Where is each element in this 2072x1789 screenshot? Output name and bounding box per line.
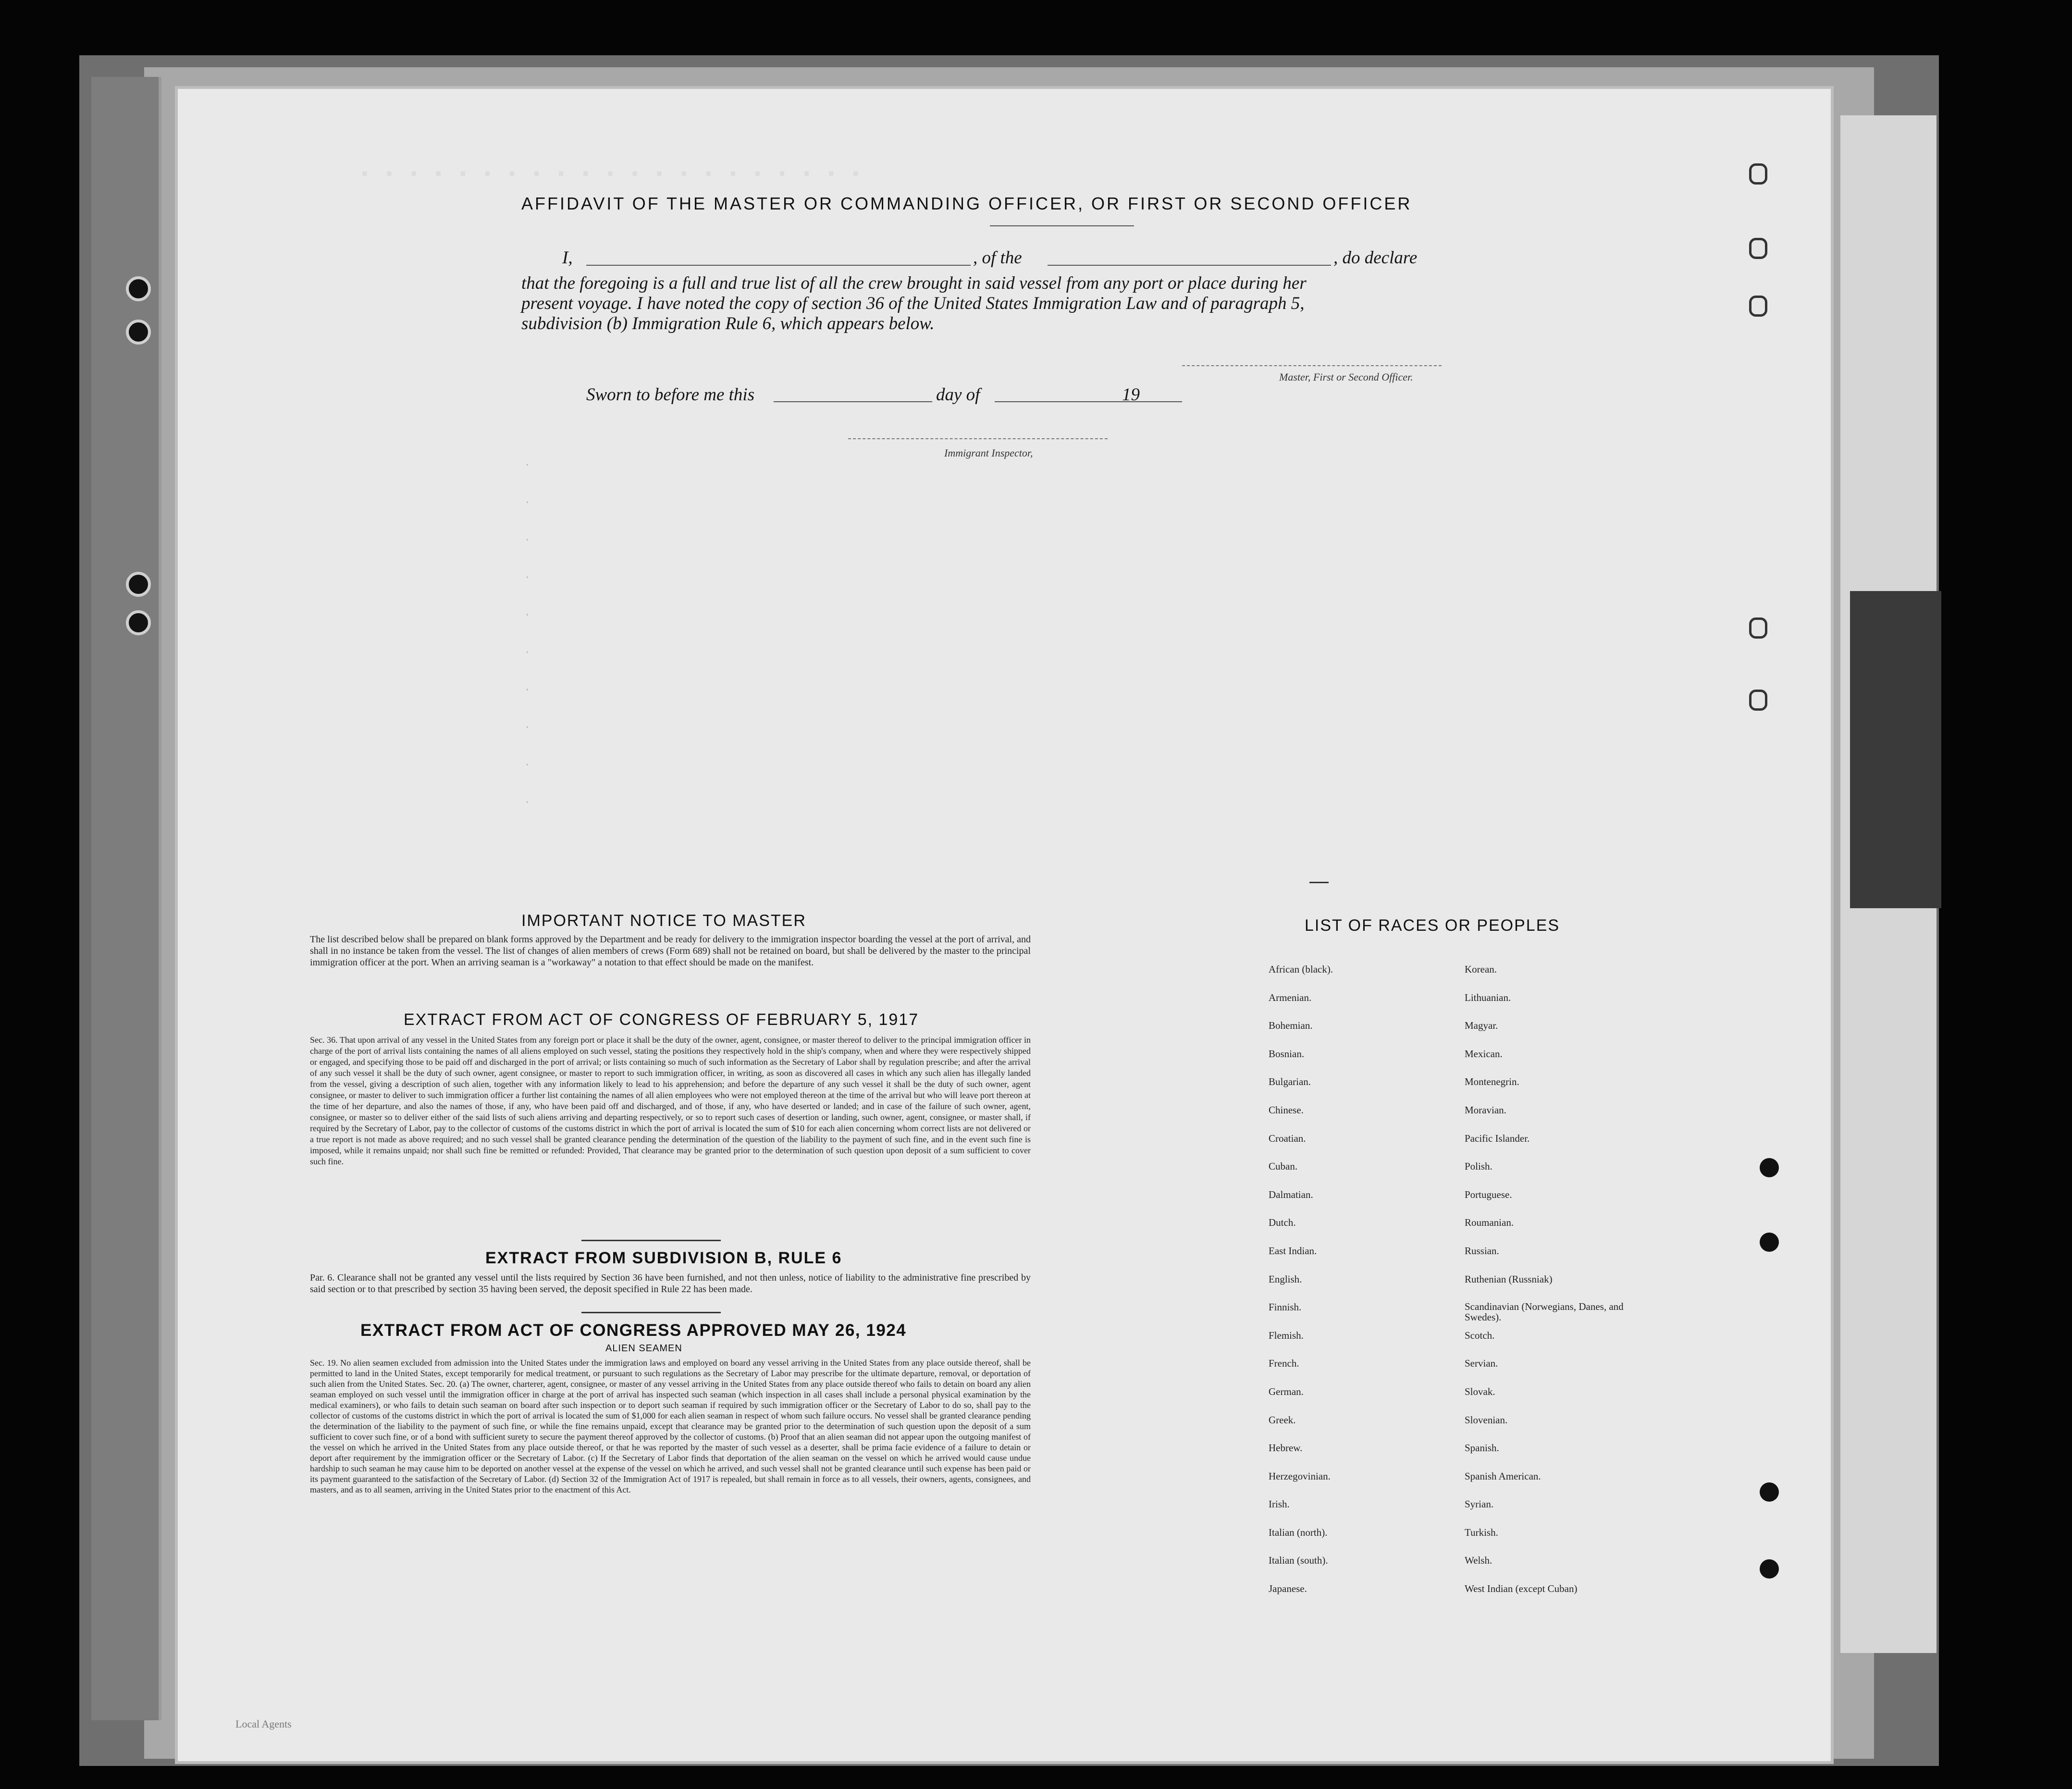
races-left-column: [1269, 963, 1413, 1611]
race-item: West Indian (except Cuban): [1465, 1583, 1578, 1595]
notice-text: The list described below shall be prepared on blank forms approved by the Department and be ready for delivery to the immigration inspector boarding the vessel at the port of arrival, and shall in no instance be taken from the vessel. The list of changes of alien members of crews (Form 689) shall not be retained on board, but shall be delivered by the master to the principal immigration officer at the port. When an arriving seaman is a "workaway" a notation to that effect should be made on the manifest.: [310, 934, 1031, 968]
race-item: Welsh.: [1465, 1555, 1492, 1567]
race-item: Dutch.: [1269, 1217, 1296, 1229]
inspector-caption: Immigrant Inspector,: [944, 447, 1033, 459]
punch-dot: [1760, 1158, 1779, 1177]
race-item: Russian.: [1465, 1245, 1499, 1257]
inspector-signature-line: [848, 438, 1108, 439]
affidavit-declare: , do declare: [1333, 248, 1418, 268]
extract-1924-text: Sec. 19. No alien seamen excluded from admission into the United States under the immigration laws and employed on board any vessel arriving in the United States from any place outside thereof, shall be permitted to land in the United States, except temporarily for medical treatment, or pursuant to such regulations as the Secretary of Labor may prescribe for the ultimate departure, removal, or deportation of such alien from the United States. Sec. 20. (a) The owner, charterer, agent, consignee, or master of any vessel arriving in the United States from any place outside thereof who fails to detain on board any alien seaman employed on such vessel until the immigration officer in charge at the port of arrival has inspected such seaman (which inspection in all cases shall include a personal physical examination by the medical examiners), or who fails to detain such seaman on board after such inspection or to deport such seaman if required by such immigration officer or the Secretary of Labor to do so, shall pay to the collector of customs of the customs district in which the port of arrival is located the sum of $1,000 for each alien seaman in respect of whom such failure occurs. No vessel shall be granted clearance pending the determination of the liability to the payment of such fine, or while the fine remains unpaid, except that clearance may be granted prior to the determination of such question upon the deposit of a sum sufficient to cover such fine, or of a bond with sufficient surety to secure the payment thereof approved by the collector of customs. (b) Proof that an alien seaman did not appear upon the outgoing manifest of the vessel on which he arrived in the United States from any place outside thereof, or that he was reported by the master of such vessel as a deserter, shall be prima facie evidence of a failure to detain or deport after requirement by the immigration officer or the Secretary of Labor. (c) If the Secretary of Labor finds that deportation of the alien seaman on the vessel on which he arrived would cause undue hardship to such seaman he may cause him to be deported on another vessel at the expense of the vessel on which he arrived, and such vessel shall not be granted clearance until such expense has been paid or its payment guaranteed to the satisfaction of the Secretary of Labor. (d) Section 32 of the Immigration Act of 1917 is repealed, but shall remain in force as to all vessels, their owners, agents, consignees, and masters, and as to all seamen, arriving in the United States prior to the enactment of this Act.: [310, 1358, 1031, 1494]
race-item: East Indian.: [1269, 1245, 1317, 1257]
race-item: Scotch.: [1465, 1329, 1495, 1341]
punch-dot: [1760, 1233, 1779, 1252]
race-item: Spanish American.: [1465, 1470, 1541, 1482]
races-heading: LIST OF RACES OR PEOPLES: [1305, 916, 1560, 935]
affidavit-heading: AFFIDAVIT OF THE MASTER OR COMMANDING OFFICER, OR FIRST OR SECOND OFFICER: [521, 194, 1412, 213]
race-item: Pacific Islander.: [1465, 1132, 1530, 1144]
race-item: Mexican.: [1465, 1048, 1503, 1060]
subdivision-text: Par. 6. Clearance shall not be granted any vessel until the lists required by Section 36 have been furnished, and not then unless, notice of liability to the administrative fine prescribed by said section or to that prescribed by section 35 having been served, the deposit specified in Rule 22 has been made.: [310, 1272, 1031, 1295]
ring-hole: [1749, 238, 1767, 259]
sworn-blank: [774, 401, 932, 402]
race-item: Turkish.: [1465, 1526, 1498, 1538]
affidavit-i: I,: [562, 248, 573, 268]
extract-1924-subheading: ALIEN SEAMEN: [605, 1343, 682, 1354]
race-item: Italian (north).: [1269, 1526, 1328, 1538]
binder-strip: [91, 77, 161, 1720]
ring-hole: [1749, 163, 1767, 185]
subdivision-heading: EXTRACT FROM SUBDIVISION B, RULE 6: [485, 1249, 842, 1267]
binder-hole: [126, 320, 151, 345]
extract-1917-text: Sec. 36. That upon arrival of any vessel in the United States from any foreign port or place it shall be the duty of the owner, agent, consignee, or master thereof to deliver to the principal immigration officer in charge of the port of arrival lists containing the names of all aliens employed on such vessel, stating the positions they respectively hold in the ship's company, when and where they were respectively shipped or engaged, and specifying those to be paid off and discharged in the port of arrival; or lists containing so much of such information as the Secretary of Labor shall by regulation prescribe; and after the arrival of any such vessel it shall be the duty of such owner, agent consignee, or master to report to such immigration officer, in writing, as soon as discovered all cases in which any such alien has illegally landed from the vessel, giving a description of such alien, together with any information likely to lead to his apprehension; and before the departure of any such vessel it shall be the duty of such owner, agent consignee, or master to deliver to such immigration officer a further list containing the names of all alien employees who were not employed thereon at the time of the arrival but who will leave port thereon at the time of her departure, and also the names of those, if any, who have been paid off and discharged, and of those, if any, who have deserted or landed; and in case of the failure of such owner, agent, consignee, or master so to deliver either of the said lists of such aliens arriving and departing respectively, or so to report such cases of desertion or landing, such owner, agent, consignee, or master shall, if required by the Secretary of Labor, pay to the collector of customs of the customs district in which the port of arrival is located the sum of $10 for each alien concerning whom correct lists are not delivered or a true report is not made as above required; and no such vessel shall be granted clearance pending the determination of the question of the liability to the payment of such fine, and in the event such fine is imposed, while it remains unpaid; nor shall such fine be remitted or refunded: Provided, That clearance may be granted prior to the determination of such question upon deposit of a sum sufficient to cover such fine.: [310, 1035, 1031, 1166]
document-page: [178, 89, 1831, 1761]
extract-1917-heading: EXTRACT FROM ACT OF CONGRESS OF FEBRUARY 5, 1917: [404, 1011, 919, 1029]
section-rule: [581, 1312, 721, 1313]
vessel-blank: [1048, 265, 1331, 266]
bleed-dots: . . . . . . . . . .: [524, 457, 531, 807]
races-top-mark: [1309, 882, 1329, 883]
race-item: Portuguese.: [1465, 1188, 1512, 1200]
extract-1924-heading: EXTRACT FROM ACT OF CONGRESS APPROVED MAY 26, 1924: [360, 1321, 907, 1340]
ring-hole: [1749, 690, 1767, 711]
notice-heading: IMPORTANT NOTICE TO MASTER: [521, 912, 806, 930]
binder-hole: [126, 610, 151, 635]
affidavit-line4: subdivision (b) Immigration Rule 6, which appears below.: [521, 314, 935, 333]
race-item: Greek.: [1269, 1414, 1296, 1426]
sworn-text: Sworn to before me this: [586, 385, 755, 405]
heading-underline: [990, 225, 1134, 226]
race-item: Ruthenian (Russniak): [1465, 1273, 1553, 1285]
race-item: Bulgarian.: [1269, 1076, 1311, 1088]
bleed-through-text: · · · · · · · · · · · · · · · · · · · · ·: [360, 157, 865, 191]
race-item: Irish.: [1269, 1498, 1290, 1510]
race-item: Lithuanian.: [1465, 991, 1511, 1003]
race-item: Flemish.: [1269, 1329, 1304, 1341]
race-item: Scandinavian (Norwegians, Danes, and Swedes).: [1465, 1301, 1624, 1323]
races-right-column: [1465, 963, 1657, 1611]
section-rule: [581, 1240, 721, 1241]
race-item: Italian (south).: [1269, 1555, 1328, 1567]
race-item: Dalmatian.: [1269, 1188, 1313, 1200]
race-item: Magyar.: [1465, 1020, 1498, 1032]
bottom-left-label: Local Agents: [235, 1718, 292, 1730]
year-blank: [1144, 401, 1182, 402]
race-item: Montenegrin.: [1465, 1076, 1519, 1088]
race-item: Slovenian.: [1465, 1414, 1508, 1426]
race-item: Slovak.: [1465, 1385, 1495, 1397]
punch-dot: [1760, 1482, 1779, 1502]
race-item: Korean.: [1465, 963, 1497, 975]
race-item: Japanese.: [1269, 1583, 1307, 1595]
back-page-dark-tab: [1850, 591, 1941, 908]
race-item: Servian.: [1465, 1357, 1498, 1370]
master-signature-line: [1182, 365, 1442, 366]
day-of-text: day of: [936, 385, 980, 405]
race-item: Finnish.: [1269, 1301, 1302, 1313]
race-item: Syrian.: [1465, 1498, 1494, 1510]
race-item: Bohemian.: [1269, 1020, 1313, 1032]
race-item: German.: [1269, 1385, 1304, 1397]
race-item: French.: [1269, 1357, 1299, 1370]
affidavit-of-the: , of the: [973, 248, 1022, 268]
race-item: Polish.: [1465, 1160, 1492, 1172]
race-item: Roumanian.: [1465, 1217, 1514, 1229]
name-blank: [586, 265, 971, 266]
race-item: Moravian.: [1465, 1104, 1506, 1116]
race-item: Cuban.: [1269, 1160, 1298, 1172]
race-item: Herzegovinian.: [1269, 1470, 1331, 1482]
ring-hole: [1749, 296, 1767, 317]
race-item: Spanish.: [1465, 1442, 1499, 1454]
affidavit-line2: that the foregoing is a full and true list of all the crew brought in said vessel from any port or place during her: [521, 273, 1307, 293]
binder-hole: [126, 572, 151, 597]
ring-hole: [1749, 617, 1767, 639]
punch-dot: [1760, 1559, 1779, 1579]
binder-hole: [126, 276, 151, 301]
race-item: Croatian.: [1269, 1132, 1306, 1144]
race-item: Bosnian.: [1269, 1048, 1305, 1060]
race-item: English.: [1269, 1273, 1302, 1285]
race-item: Hebrew.: [1269, 1442, 1303, 1454]
master-caption: Master, First or Second Officer.: [1279, 371, 1413, 383]
affidavit-line3: present voyage. I have noted the copy of section 36 of the United States Immigration Law and of paragraph 5,: [521, 294, 1305, 313]
year-prefix: 19: [1122, 385, 1140, 405]
race-item: Chinese.: [1269, 1104, 1304, 1116]
race-item: Armenian.: [1269, 991, 1312, 1003]
race-item: African (black).: [1269, 963, 1333, 975]
